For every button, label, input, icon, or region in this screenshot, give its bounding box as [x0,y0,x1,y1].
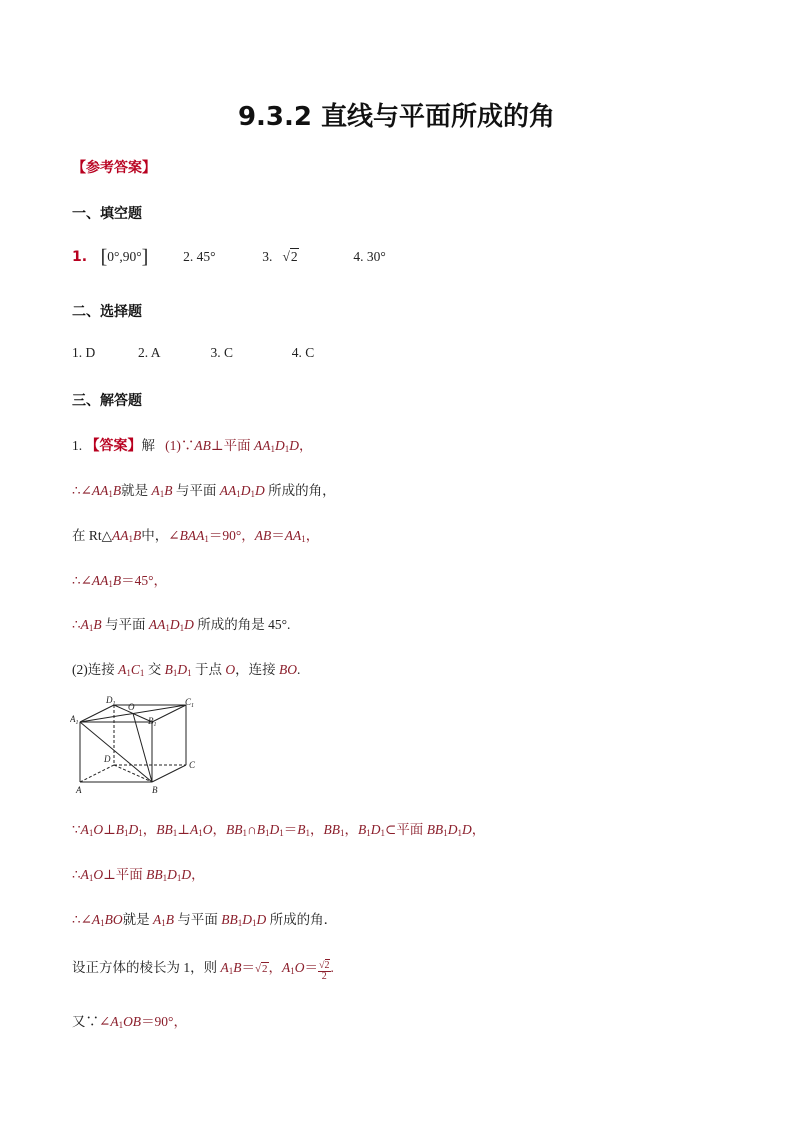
eq-sign-3: ＝ [241,960,255,975]
yu-plane-2: 与平面 [104,617,146,632]
label-O: O [128,702,135,712]
fill-q3-number: 3. [262,249,273,264]
solution-line-11: 又$\because\angle A_1OB=90^\circ$， [72,1014,187,1030]
solution-number: 1. [72,438,83,453]
jiao: 交 [147,662,162,677]
therefore-sym-3: ∴ [72,617,81,632]
perp-1: ⊥ [103,822,116,837]
fill-q4: 4. 30° [353,249,386,264]
plane-word-2: 平面 [396,822,424,837]
eq-sign-2: ＝ [283,822,298,837]
right-bracket: ] [141,246,149,268]
solution-line-1: 1. 【答案】解 (1)∵AB⊥平面 $AA_1D_1D$， [72,438,313,454]
yu-plane: 与平面 [175,483,217,498]
frac-radical: √ [319,960,325,971]
eq-90: ＝90°， [208,528,255,543]
therefore-sym-2: ∴ [72,573,81,588]
solution-line-7: $\because A_1O\perp B_1D_1$，$BB_1\perp A_1O$，$BB_1\cap B_1D_1=B_1$，$BB_1$，$B_1D_1\subset$平面 $BB_1D_1D$， [72,822,486,838]
yu-plane-3: 与平面 [177,912,218,927]
solution-line-5: $\therefore A_1B$ 与平面 $AA_1D_1D$ 所成的角是 45°. [72,617,291,633]
radicand: 2 [290,249,298,264]
label-C1-sub: 1 [191,703,195,709]
you-because: 又∵ [72,1014,99,1029]
comma: ， [298,438,313,453]
eq-sign: ＝ [271,528,285,543]
solution-line-2: $\therefore\angle AA_1B$就是 $A_1B$ 与平面 $AA_1D_1D$ 所成的角， [72,483,336,499]
suocheng: 所成的角， [268,483,336,498]
edge-prefix: 设正方体的棱长为 1，则 [72,960,218,975]
solution-line-8: $\therefore A_1O\perp$平面 $BB_1D_1D$， [72,867,205,883]
label-C: C [189,760,196,770]
because-sym: ∵ [72,822,81,837]
hidden-edge-A-D [80,765,114,782]
comma-4: ， [212,822,226,837]
label-A1-letter: A [70,714,76,724]
eq-45: ＝45°， [121,573,168,588]
angle-sym-5: ∠ [99,1014,111,1029]
perp-symbol: ⊥ [210,438,224,453]
solution-line-9: $\therefore\angle A_1BO$就是 $A_1B$ 与平面 $BB_1D_1D$ 所成的角． [72,912,338,928]
label-D1-letter: D [106,695,113,705]
jie-label: 解 [141,438,155,453]
angle-sym-3: ∠ [80,573,92,588]
label-A1 [70,714,79,726]
label-B1-sub: 1 [153,722,157,728]
answer-tag: 【答案】 [85,438,142,454]
period: . [297,662,301,677]
in-rt: 在 Rt△ [72,528,113,543]
zhong: 中， [141,528,169,543]
segment-A1-B [80,722,152,782]
period-2: . [330,960,334,975]
frac-radicand: 2 [324,960,330,971]
solution-line-6: (2)连接 $A_1C_1$ 交 $B_1D_1$ 于点 O，连接 BO. [72,662,301,678]
comma-8: ， [191,867,205,882]
choice-answers-row [72,345,314,361]
left-bracket: [ [100,246,108,268]
perp-3: ⊥ [103,867,116,882]
jiushi-2: 就是 [122,912,150,927]
radical-sign: √ [282,249,290,264]
plane-word: 平面 [223,438,251,453]
solution-line-3: 在 $Rt\triangle AA_1B$中，$\angle BAA_1=90^\circ$，$AB=AA_1$， [72,528,320,544]
page-title: 9.3.2 直线与平面所成的角 [237,102,556,132]
eq-90-end: ＝90°， [141,1014,187,1029]
label-B: B [152,785,158,795]
section-fill-heading: 一、填空题 [72,206,142,222]
sqrt-two [283,249,299,265]
part2-prefix: (2)连接 [72,662,115,677]
label-A: A [76,785,82,795]
label-A1-sub: 1 [75,720,79,726]
frac-denominator: 2 [321,971,327,982]
suocheng-dot: 所成的角． [269,912,338,927]
comma-2: ， [305,528,320,543]
eq-sign-4: ＝ [304,960,319,975]
cube-figure [70,694,200,798]
comma-6: ， [344,822,358,837]
radical-2: √ [255,963,262,975]
cap-sym: ∩ [247,822,257,837]
radicand-2: 2 [262,963,268,975]
label-D1-sub: 1 [112,701,116,707]
plane-word-3: 平面 [115,867,143,882]
therefore-sym: ∴ [72,483,81,498]
solution-line-10: 设正方体的棱长为 1，则 $A_1B=√2$，$A_1O=$ $\frac{√2}{2}$ . [72,960,334,982]
answer-label: 【参考答案】 [72,160,156,176]
fill-q2: 2. 45° [183,249,216,264]
jiushi: 就是 [121,483,149,498]
section-choice-heading: 二、选择题 [72,304,142,320]
label-C1-letter: C [185,697,192,707]
edge-C-B [152,765,186,782]
yudian: 于点 [195,662,223,677]
choice-answer-3: 3. C [210,345,234,360]
choice-answer-4: 4. C [291,345,315,360]
choice-answer-1: 1. D [72,345,96,360]
angle-sym: ∠ [80,483,92,498]
choice-answer-2: 2. A [138,345,160,360]
fill-answers-row [72,246,386,269]
therefore-sym-5: ∴ [72,912,81,927]
subset-sym: ⊂ [385,822,397,837]
comma-5: ， [310,822,324,837]
part1-prefix: (1)∵ [165,438,195,453]
hidden-diag-D-B [114,765,152,782]
perp-2: ⊥ [177,822,190,837]
comma-3: ， [142,822,157,837]
angle-sym-4: ∠ [80,912,92,927]
lianjie: ，连接 [235,662,276,677]
fill-q1-number: 1. [72,249,88,265]
therefore-sym-4: ∴ [72,867,81,882]
comma-7: ， [471,822,486,837]
comma-9: ， [268,960,283,975]
label-D1 [105,695,116,707]
fill-q1-value: 0°,90° [107,249,142,264]
solution-line-4: $\therefore\angle AA_1B=45^\circ$， [72,573,168,589]
label-D: D [104,754,111,764]
section-solve-heading: 三、解答题 [72,393,142,409]
angle-sym-2: ∠ [168,528,180,543]
fraction-sqrt2-over-2 [318,961,331,982]
is-45: 所成的角是 45°. [197,617,291,632]
label-B1-letter: B [148,716,154,726]
